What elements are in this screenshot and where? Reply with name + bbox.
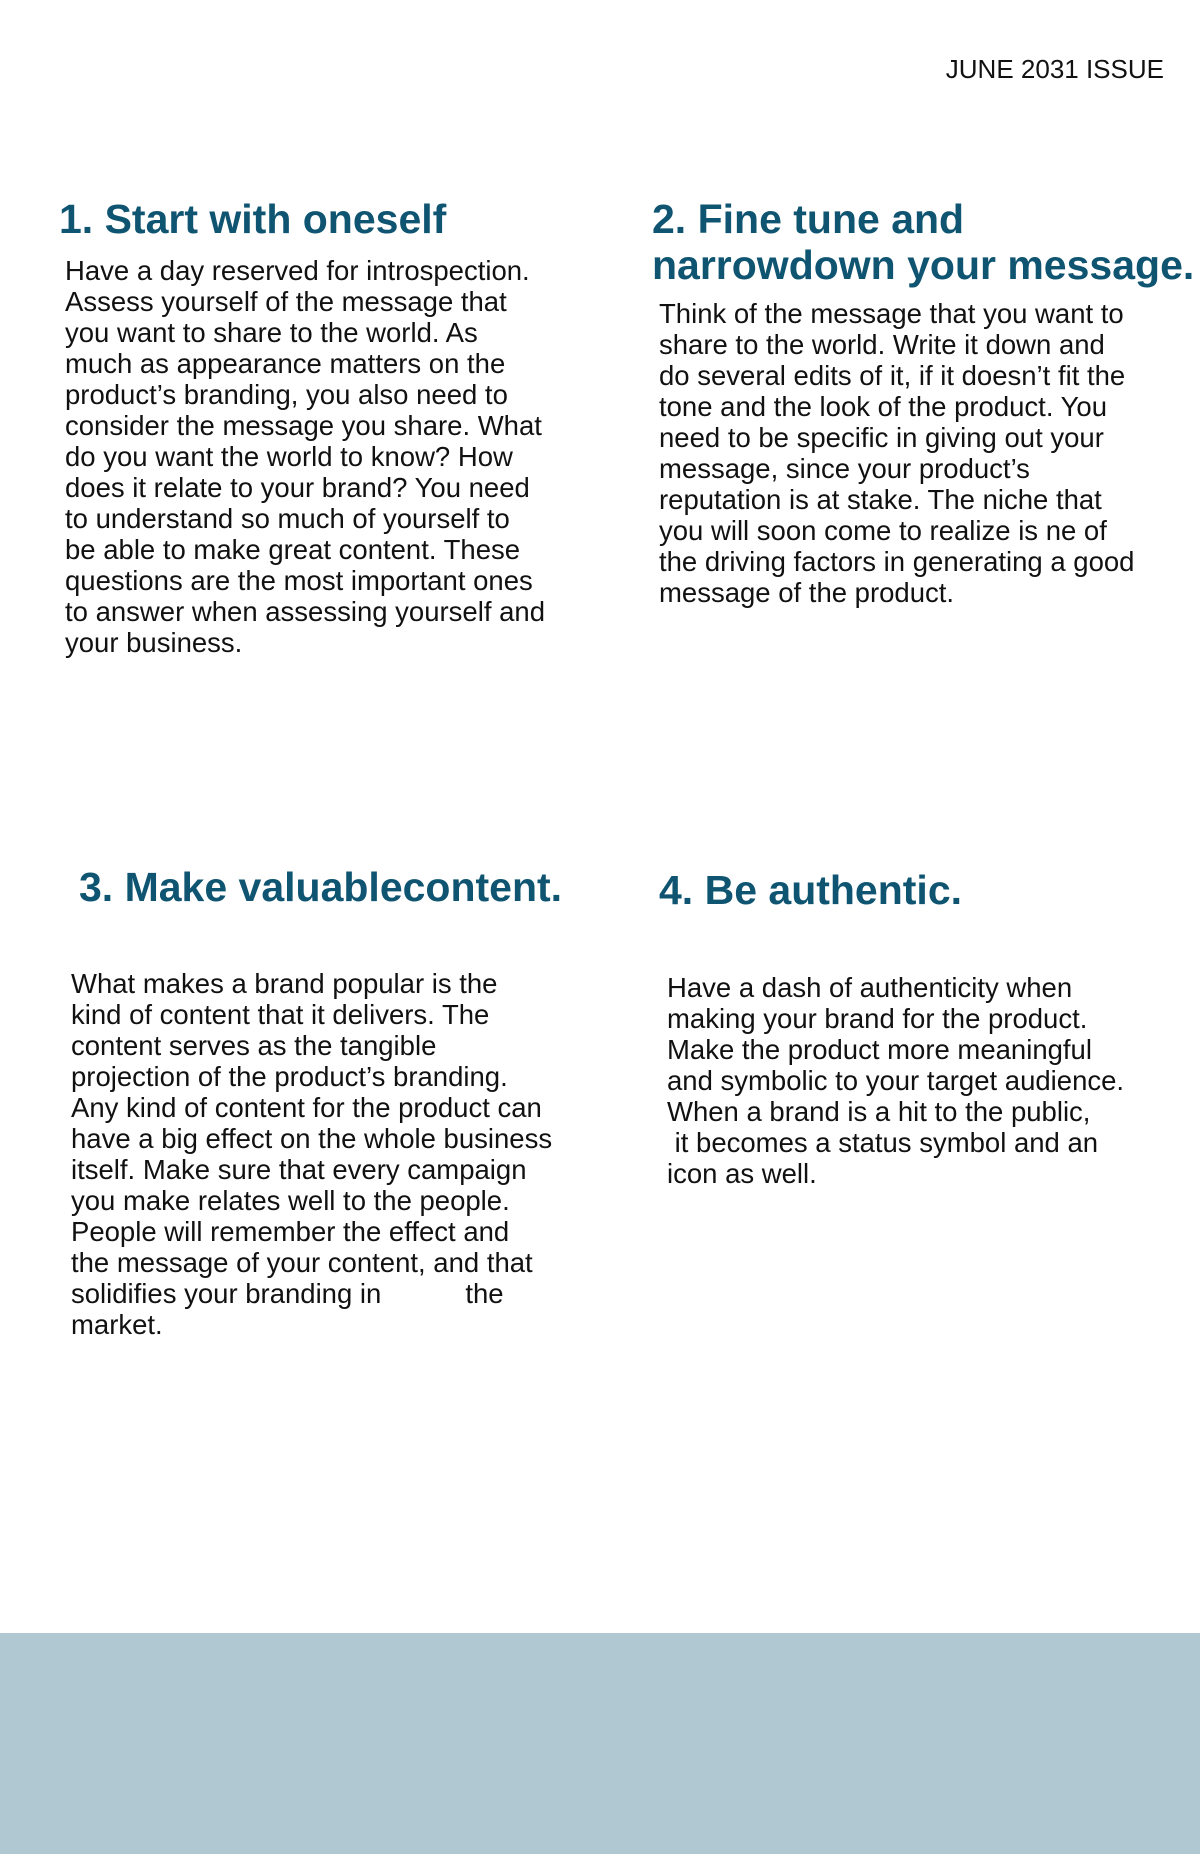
text-line: to answer when assessing yourself and [65, 596, 545, 627]
issue-date: JUNE 2031 ISSUE [945, 54, 1164, 84]
text-line: icon as well. [667, 1158, 817, 1189]
text-line: People will remember the effect and [71, 1216, 510, 1247]
text-line: product’s branding, you also need to [65, 379, 508, 410]
section-1-body [65, 255, 545, 658]
text-line: What makes a brand popular is the [71, 968, 498, 999]
text-line: it becomes a status symbol and an [667, 1127, 1099, 1158]
text-line: content. [402, 864, 563, 910]
text-line: you will soon come to realize is ne of [659, 515, 1107, 546]
text-line: be able to make great content. These [65, 534, 521, 565]
text-line: message, since your product’s [659, 453, 1030, 484]
text-line: reputation is at stake. The niche that [659, 484, 1102, 515]
text-line: you want to share to the world. As [65, 317, 478, 348]
section-4-heading [659, 867, 962, 913]
text-line: Any kind of content for the product can [71, 1092, 542, 1123]
text-line: to understand so much of yourself to [65, 503, 510, 534]
text-line: 1. Start with oneself [59, 196, 447, 242]
section-3-body [71, 968, 552, 1340]
text-line: do you want the world to know? How [65, 441, 513, 472]
text-line: Have a dash of authenticity when [667, 972, 1073, 1003]
text-line: you make relates well to the people. [71, 1185, 510, 1216]
text-line: When a brand is a hit to the public, [667, 1096, 1091, 1127]
section-1-heading [59, 196, 446, 242]
text-line: 4. Be authentic. [659, 867, 963, 913]
text-line: market. [71, 1309, 163, 1340]
section-3-heading [79, 864, 562, 910]
text-line: making your brand for the product. [667, 1003, 1088, 1034]
text-line: message of the product. [659, 577, 955, 608]
text-line: 2. Fine tune and narrow [652, 196, 965, 288]
text-line: Make the product more meaningful [667, 1034, 1092, 1065]
text-line: solidifies your branding in the [71, 1278, 504, 1309]
text-line: tone and the look of the product. You [659, 391, 1108, 422]
text-line: the message of your content, and that [71, 1247, 533, 1278]
text-line: share to the world. Write it down and [659, 329, 1105, 360]
text-line: projection of the product’s branding. [71, 1061, 508, 1092]
text-line: content serves as the tangible [71, 1030, 437, 1061]
text-line: consider the message you share. What [65, 410, 542, 441]
text-line: do several edits of it, if it doesn’t fit the [659, 360, 1126, 391]
section-2-heading [652, 196, 1200, 288]
section-4-body [667, 972, 1124, 1189]
text-line: need to be specific in giving out your [659, 422, 1104, 453]
text-line: does it relate to your brand? You need [65, 472, 530, 503]
text-line: Have a day reserved for introspection. [65, 255, 530, 286]
text-line: down your message. [788, 242, 1195, 288]
text-line: the driving factors in generating a good [659, 546, 1135, 577]
footer-band [0, 1633, 1200, 1854]
text-line: Think of the message that you want to [659, 298, 1124, 329]
text-line: itself. Make sure that every campaign [71, 1154, 527, 1185]
text-line: have a big effect on the whole business [71, 1123, 553, 1154]
section-2-body [659, 298, 1134, 608]
text-line: kind of content that it delivers. The [71, 999, 490, 1030]
text-line: 3. Make valuable [79, 864, 403, 910]
text-line: much as appearance matters on the [65, 348, 506, 379]
text-line: and symbolic to your target audience. [667, 1065, 1125, 1096]
text-line: your business. [65, 627, 243, 658]
text-line: Assess yourself of the message that [65, 286, 507, 317]
text-line: questions are the most important ones [65, 565, 533, 596]
